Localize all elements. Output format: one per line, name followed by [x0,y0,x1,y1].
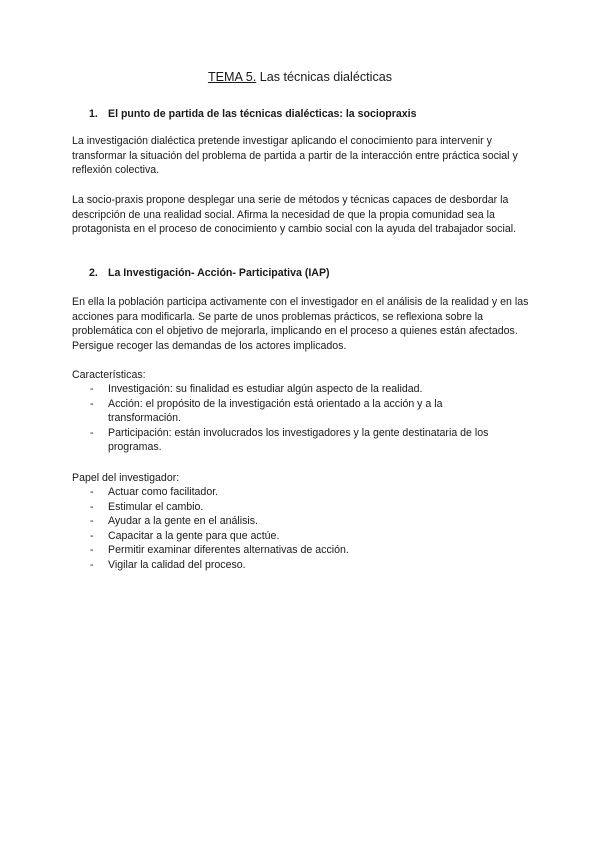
list-item [0,500,518,515]
section-2-number: 2. [89,267,98,279]
section-2-heading [89,266,330,281]
dash-bullet: - [90,397,94,410]
title-text: Las técnicas dialécticas [259,70,393,84]
dash-bullet: - [90,486,94,498]
title-prefix: TEMA 5. [207,70,257,84]
section-1-heading-text: El punto de partida de las técnicas dialécticas: la sociopraxis [108,108,417,120]
list-item [0,529,518,544]
characteristics-list [0,382,540,455]
list-item-text: Ayudar a la gente en el análisis. [108,515,258,528]
section-1-number: 1. [89,108,98,120]
list-item-text: Investigación: su finalidad es estudiar algún aspecto de la realidad. [108,383,423,395]
list-item [0,558,518,573]
list-item-text: Actuar como facilitador. [108,486,219,498]
dash-bullet: - [90,515,94,528]
list-item [0,426,518,455]
list-item [0,397,518,426]
dash-bullet: - [90,426,94,439]
list-item-text: Permitir examinar diferentes alternativas de acción. [108,544,349,557]
list-item [0,514,518,529]
section-1-paragraph-1: La investigación dialéctica pretende investigar aplicando el conocimiento para intervenir y transformar la situación del problema de partida a partir de la interacción entre práctica social y reflexión colectiva. [72,135,518,177]
section-1-paragraph-2: La socio-praxis propone desplegar una serie de métodos y técnicas capaces de desbordar la descripción de una realidad social. Afirma la necesidad de que la propia comunidad sea la protagonista en el proceso de conocimiento y cambio social con la ayuda del trabajador social. [72,194,517,236]
section-2-paragraph-1: En ella la población participa activamente con el investigador en el análisis de la realidad y en las acciones para modificarla. Se parte de unos problemas prácticos, se reflexiona sobre la problemática con el objetivo de mejorarla, implicando en el proceso a quienes están afectados. Persigue recoger las demandas de los actores implicados. [72,296,529,352]
section-2-heading-text: La Investigación- Acción- Participativa (IAP) [108,267,330,279]
section-1-heading [89,107,417,122]
dash-bullet: - [90,383,94,395]
list-item-text: Capacitar a la gente para que actúe. [108,529,280,542]
list-item-text: Acción: el propósito de la investigación está orientado a la acción y a la transformación. [108,397,443,425]
dash-bullet: - [90,544,94,557]
role-list [0,485,540,573]
list-item [0,485,518,500]
list-item [0,382,518,397]
list-item-text: Estimular el cambio. [108,500,204,513]
dash-bullet: - [90,558,94,571]
list-item-text: Vigilar la calidad del proceso. [108,558,246,571]
page-title [0,69,600,85]
list-item-text: Participación: están involucrados los investigadores y la gente destinataria de los programas. [108,426,489,454]
role-label: Papel del investigador: [72,472,180,484]
dash-bullet: - [90,529,94,542]
list-item [0,543,518,558]
dash-bullet: - [90,500,94,513]
characteristics-label: Características: [72,369,146,381]
